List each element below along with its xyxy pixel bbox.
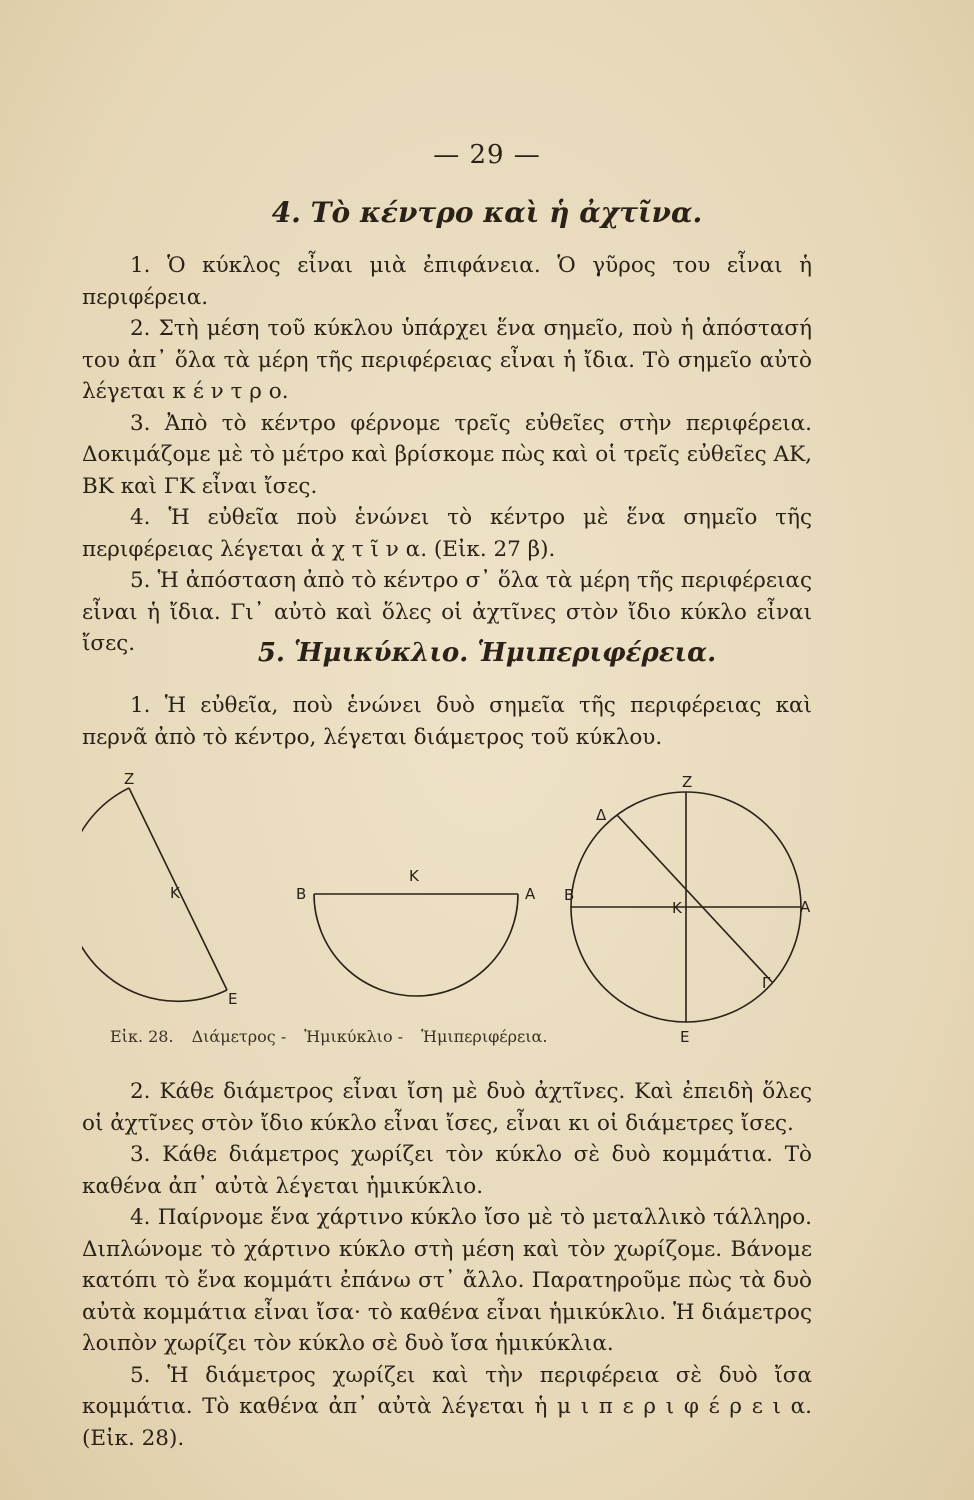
diameter-circle [82, 788, 227, 1001]
paragraph-5-5: 5. Ἡ διάμετρος χωρίζει καὶ τὴν περιφέρεια σὲ δυὸ ἴσα κομμάτια. Τὸ καθένα ἀπ᾽ αὐτὰ λέγεται ἡ μ ι π ε ρ ι φ έ ρ ε ι α. (Εἰκ. 28). [82, 1362, 812, 1451]
label-b-3: B [564, 886, 575, 904]
caption-ref: Εἰκ. 28. [110, 1027, 174, 1046]
label-a-3: A [800, 898, 811, 916]
label-a-2: A [525, 885, 536, 903]
section-5-intro [82, 690, 812, 753]
section-5-title: 5. Ἡμικύκλιο. Ἡμιπεριφέρεια. [257, 638, 717, 668]
label-b-2: B [296, 885, 307, 903]
paragraph-5-1: 1. Ἡ εὐθεῖα, ποὺ ἑνώνει δυὸ σημεῖα τῆς περιφέρειας καὶ περνᾶ ἀπὸ τὸ κέντρο, λέγεται διάμετρος τοῦ κύκλου. [82, 693, 812, 750]
label-g-3: Γ [762, 974, 771, 992]
paragraph-4-4: 4. Ἡ εὐθεῖα ποὺ ἑνώνει τὸ κέντρο μὲ ἕνα σημεῖο τῆς περιφέρειας λέγεται ἀ χ τ ῖ ν α. (Εἰκ. 27 β). [82, 505, 812, 562]
label-k-1: K [170, 884, 180, 902]
label-k-2: K [409, 867, 419, 885]
diagonal-diameter [617, 815, 772, 982]
label-e-1: Ε [228, 990, 238, 1008]
paragraph-4-5: 5. Ἡ ἀπόσταση ἀπὸ τὸ κέντρο σ᾽ ὅλα τὰ μέρη τῆς περιφέρειας εἶναι ἡ ἴδια. Γι᾽ αὐτὸ καὶ ὅλες οἱ ἀχτῖνες στὸν ἴδιο κύκλο εἶναι ἴσες. [82, 568, 812, 656]
paragraph-4-3: 3. Ἀπὸ τὸ κέντρο φέρνομε τρεῖς εὐθεῖες στὴν περιφέρεια. Δοκιμάζομε μὲ τὸ μέτρο καὶ βρίσκομε πὼς καὶ οἱ τρεῖς εὐθεῖες ΑΚ, ΒΚ καὶ ΓΚ εἶναι ἴσες. [82, 410, 812, 499]
paragraph-5-4: 4. Παίρνομε ἕνα χάρτινο κύκλο ἴσο μὲ τὸ μεταλλικὸ τάλληρο. Διπλώνομε τὸ χάρτινο κύκλο στὴ μέση καὶ τὸν χωρίζομε. Βάνομε κατόπι τὸ ἕνα κομμάτι ἐπάνω στ᾽ ἄλλο. Παρατηροῦμε πὼς τὰ δυὸ αὐτὰ κομμάτια εἶναι ἴσα· τὸ καθένα εἶναι ἡμικύκλιο. Ἡ διάμετρος λοιπὸν χωρίζει τὸν κύκλο σὲ δυὸ ἴσα ἡμικύκλια. [82, 1205, 812, 1356]
section-4-body [82, 250, 812, 660]
paragraph-4-1: 1. Ὁ κύκλος εἶναι μιὰ ἐπιφάνεια. Ὁ γῦρος του εἶναι ἡ περιφέρεια. [82, 253, 812, 310]
paragraph-5-2: 2. Κάθε διάμετρος εἶναι ἴση μὲ δυὸ ἀχτῖνες. Καὶ ἐπειδὴ ὅλες οἱ ἀχτῖνες στὸν ἴδιο κύκλο εἶναι ἴσες, εἶναι κι οἱ διάμετρες ἴσες. [82, 1079, 812, 1136]
label-z-1: Z [124, 770, 135, 788]
section-4-title: 4. Τὸ κέντρο καὶ ἡ ἀχτῖνα. [271, 196, 703, 229]
paragraph-4-2: 2. Στὴ μέση τοῦ κύκλου ὑπάρχει ἕνα σημεῖο, ποὺ ἡ ἀπόστασή του ἀπ᾽ ὅλα τὰ μέρη τῆς περιφέρειας εἶναι ἡ ἴδια. Τὸ σημεῖο αὐτὸ λέγεται κ έ ν τ ρ ο. [82, 316, 812, 404]
figure-28 [82, 770, 822, 1050]
semicircle-arc [314, 894, 518, 996]
label-d-3: Δ [596, 806, 607, 824]
label-z-3: Z [682, 773, 693, 791]
figure-28-caption [110, 1027, 565, 1046]
label-k-3: K [672, 899, 682, 917]
caption-semiperiphery: Ἡμιπεριφέρεια. [421, 1027, 548, 1046]
caption-semicircle: Ἡμικύκλιο - [304, 1027, 404, 1046]
caption-diameter: Διάμετρος - [191, 1027, 287, 1046]
label-e-3: Ε [680, 1028, 690, 1046]
paragraph-5-3: 3. Κάθε διάμετρος χωρίζει τὸν κύκλο σὲ δυὸ κομμάτια. Τὸ καθένα ἀπ᾽ αὐτὰ λέγεται ἡμικύκλιο. [82, 1142, 812, 1199]
section-5-body [82, 1076, 812, 1454]
page-number: — 29 — [433, 140, 541, 170]
